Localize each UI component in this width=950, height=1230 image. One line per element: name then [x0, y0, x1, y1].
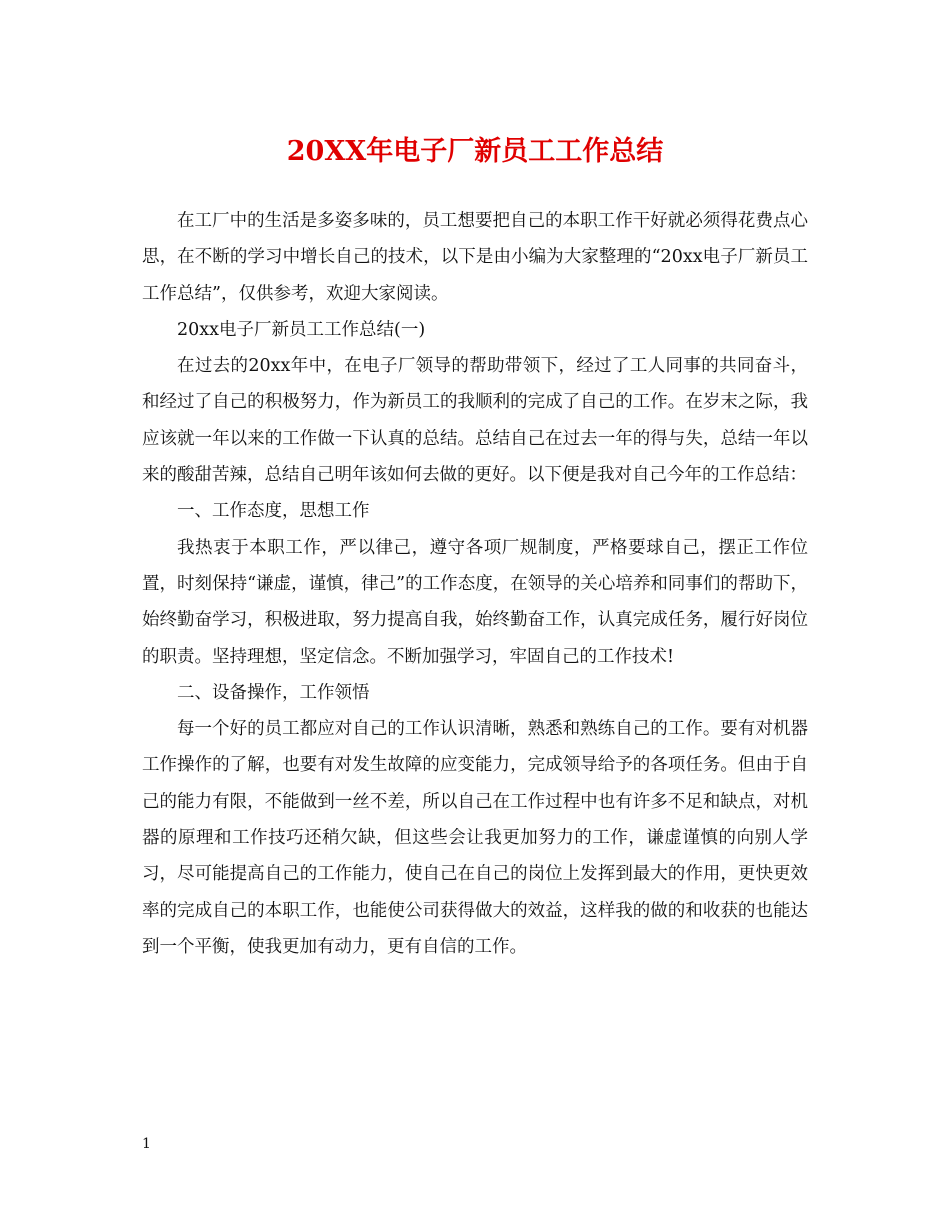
- section-heading-attitude: 一、工作态度，思想工作: [177, 501, 370, 522]
- document-body: [142, 203, 808, 965]
- equipment-paragraph: 每一个好的员工都应对自己的工作认识清晰，熟悉和熟练自己的工作。要有对机器工作操作的了解，也要有对发生故障的应变能力，完成领导给予的各项任务。但由于自己的能力有限，不能做到一丝不差，所以自己在工作过程中也有许多不足和缺点，对机器的原理和工作技巧还稍欠缺，但这些会让我更加努力的工作，谦虚谨慎的向别人学习，尽可能提高自己的工作能力，使自己在自己的岗位上发挥到最大的作用，更快更效率的完成自己的本职工作，也能使公司获得做大的效益，这样我的做的和收获的也能达到一个平衡，使我更加有动力，更有自信的工作。: [142, 719, 808, 957]
- overview-paragraph: 在过去的20xx年中，在电子厂领导的帮助带领下，经过了工人同事的共同奋斗，和经过了自己的积极努力，作为新员工的我顺利的完成了自己的工作。在岁末之际，我应该就一年以来的工作做一下认真的总结。总结自己在过去一年的得与失，总结一年以来的酸甜苦辣，总结自己明年该如何去做的更好。以下便是我对自己今年的工作总结：: [142, 356, 808, 486]
- attitude-paragraph: 我热衷于本职工作，严以律己，遵守各项厂规制度，严格要球自己，摆正工作位置，时刻保持“谦虚，谨慎，律己”的工作态度，在领导的关心培养和同事们的帮助下，始终勤奋学习，积极进取，努力提高自我，始终勤奋工作，认真完成任务，履行好岗位的职责。坚持理想，坚定信念。不断加强学习，牢固自己的工作技术!: [142, 537, 808, 667]
- section-heading-part-one: 20xx电子厂新员工工作总结(一): [177, 319, 426, 340]
- intro-paragraph: 在工厂中的生活是多姿多味的，员工想要把自己的本职工作干好就必须得花费点心思，在不断的学习中增长自己的技术，以下是由小编为大家整理的“20xx电子厂新员工工作总结”，仅供参考，欢迎大家阅读。: [142, 211, 808, 304]
- section-heading-equipment: 二、设备操作，工作领悟: [177, 682, 370, 703]
- document-title: 20XX年电子厂新员工工作总结: [286, 136, 664, 167]
- page-number: 1: [142, 1136, 151, 1152]
